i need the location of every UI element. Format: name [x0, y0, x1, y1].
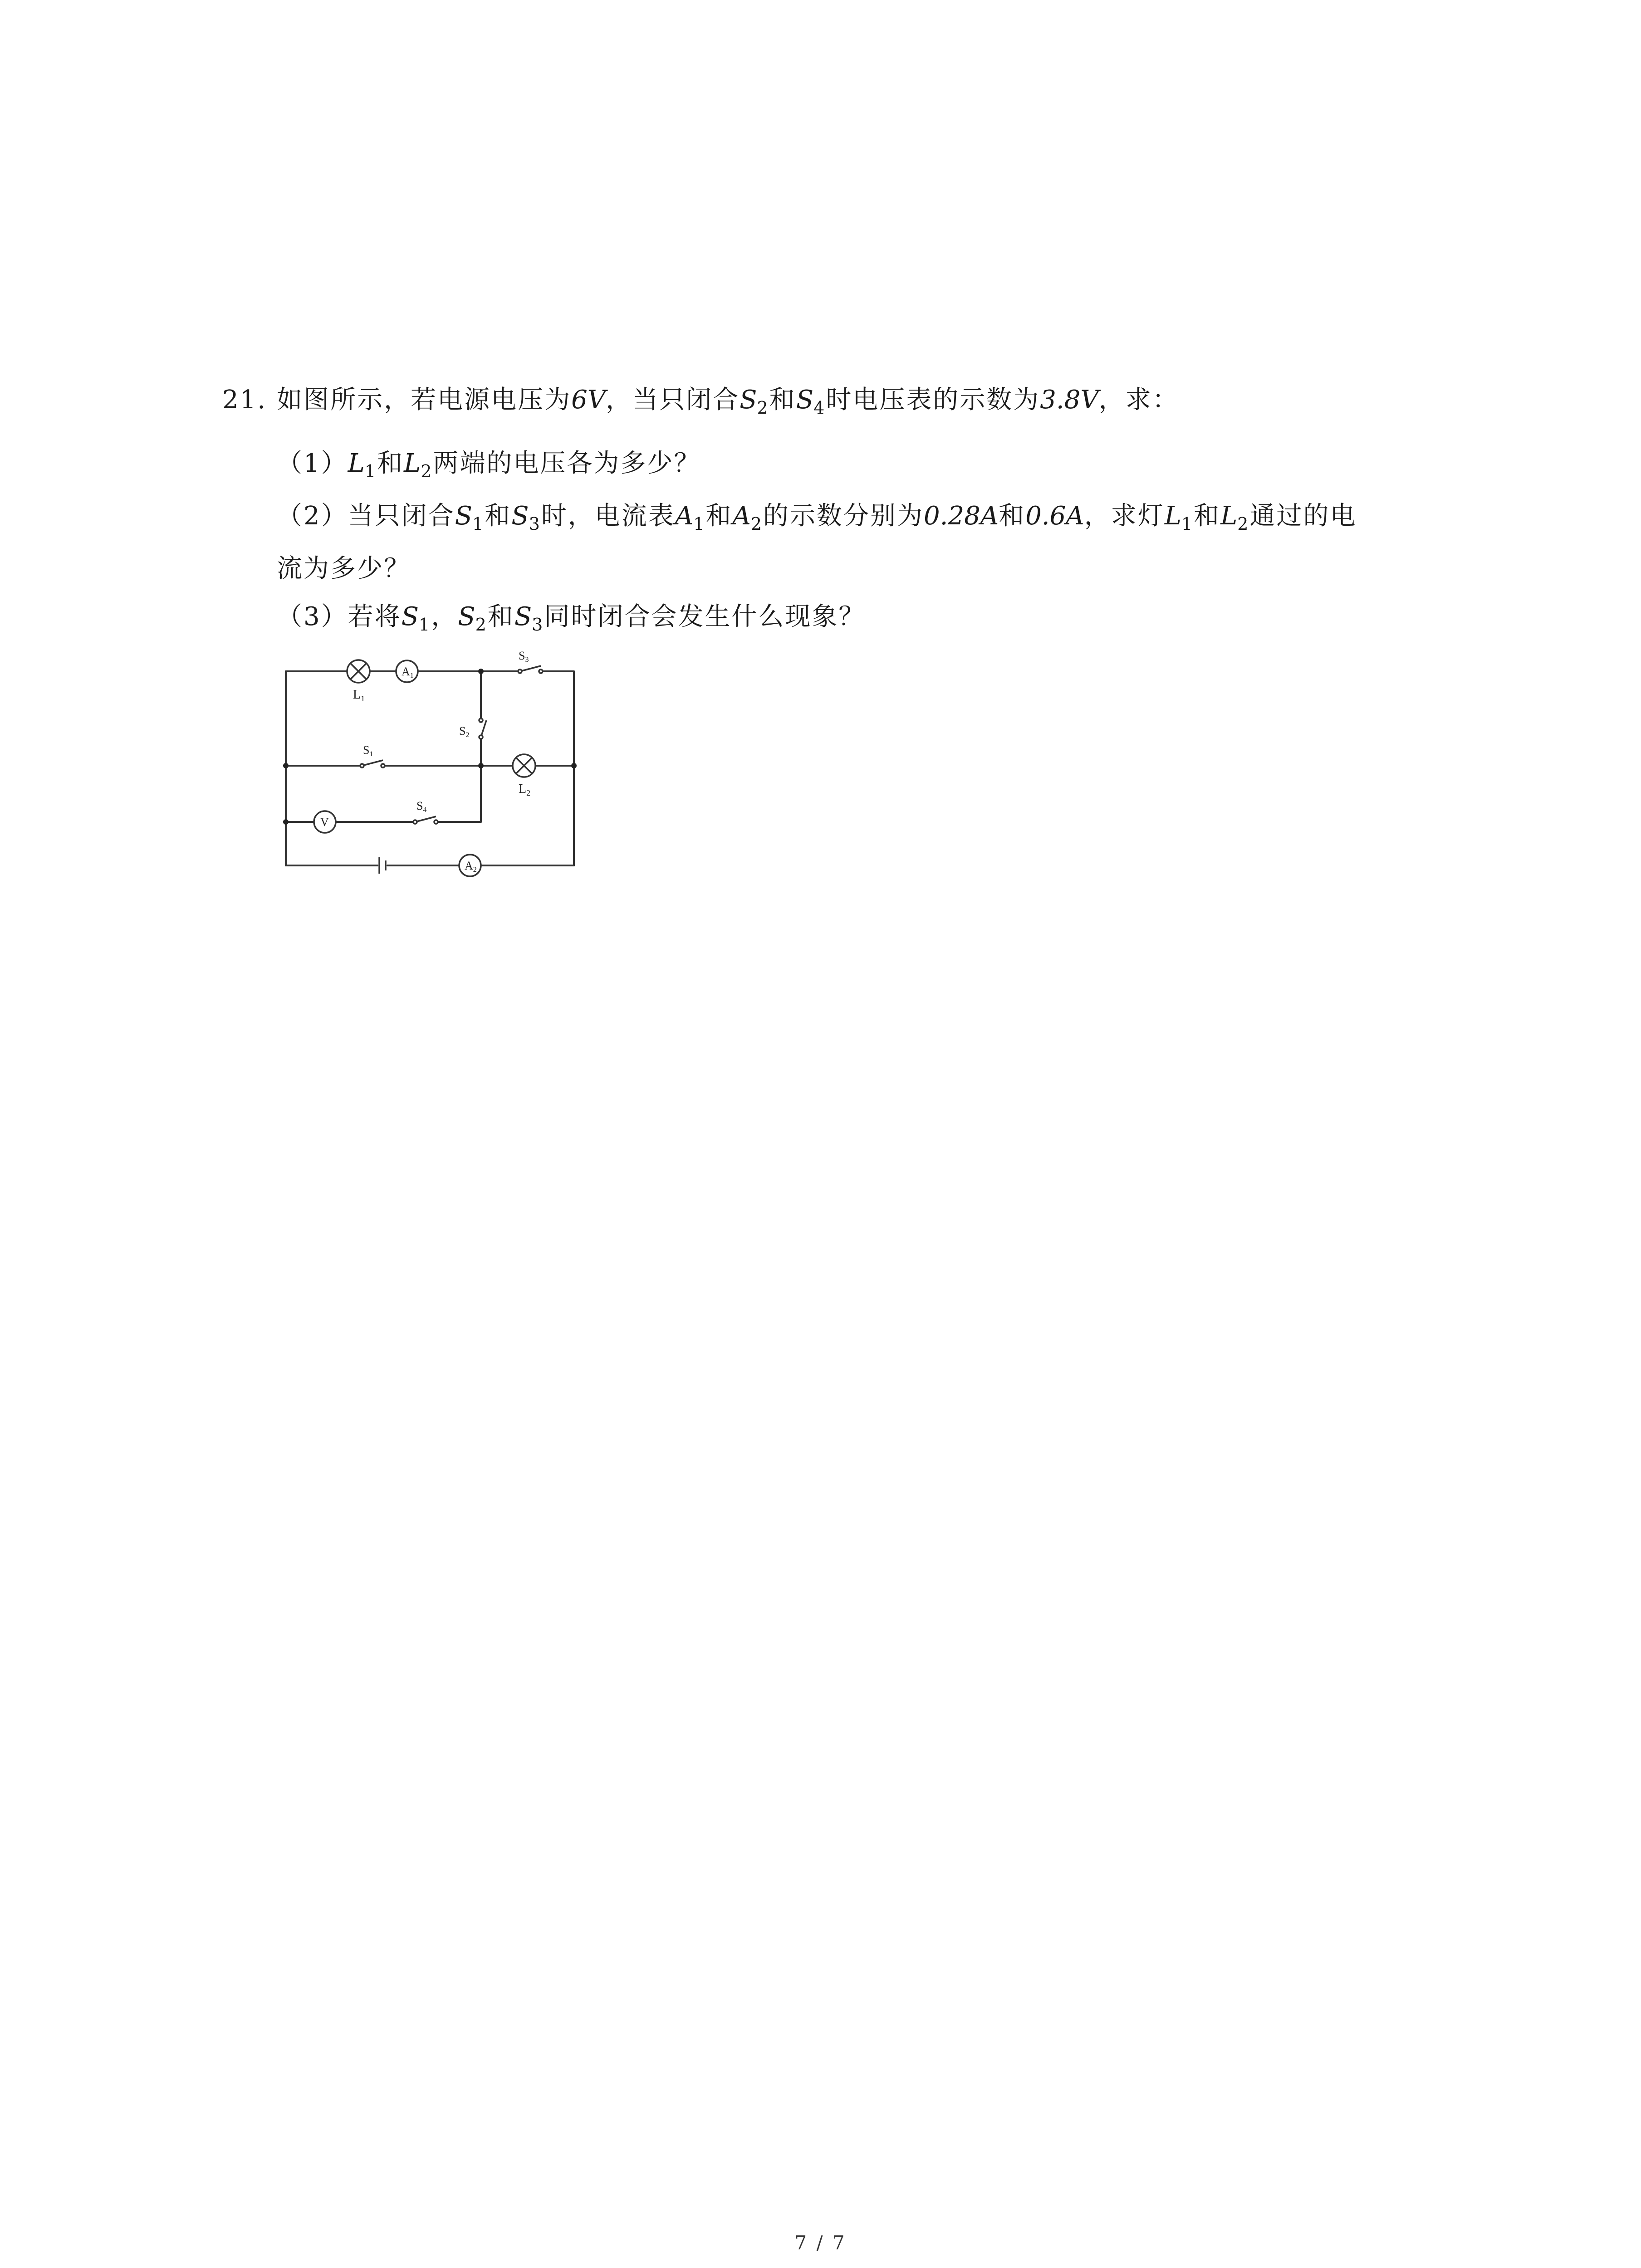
switch-s3-label: S3: [519, 649, 529, 664]
switch-s1: [360, 760, 385, 767]
ammeter-a2-label: A2: [465, 859, 477, 874]
ammeter-a1-label: A1: [402, 665, 414, 679]
battery-icon: [379, 857, 386, 874]
lamp-l2-icon: [513, 754, 535, 777]
question-number: 21.: [222, 385, 267, 415]
question-stem: 21. 如图所示，若电源电压为6V，当只闭合$S_2$和$S_4$时电压表的示数为3.8V，求：: [222, 385, 1179, 418]
lamp-l2-label: $L_2$: [519, 782, 531, 797]
voltmeter-label: V: [320, 816, 329, 829]
sub-question-3: （3）若将$S_1$，$S_2$和$S_3$同时闭合会发生什么现象？: [277, 602, 866, 635]
sub-question-2-continuation: 流为多少？: [277, 554, 411, 583]
sub-question-2: （2）当只闭合$S_1$和$S_3$时，电流表$A_1$和$A_2$的示数分别为0.28A和0.6A，求灯$L_1$和$L_2$通过的电: [277, 501, 1357, 534]
switch-s2: [479, 719, 486, 739]
switch-s4-label: S4: [416, 799, 427, 814]
switch-s2-label: S2: [459, 724, 470, 739]
switch-s3: [518, 666, 543, 673]
junction-dot: [283, 763, 289, 768]
sub-question-1: $(1)L_1$和$L_2$两端的电压各为多少？: [277, 449, 701, 481]
page-indicator: 7 / 7: [794, 2232, 847, 2254]
switch-s4: [413, 816, 438, 824]
junction-dot: [571, 763, 577, 768]
lamp-l1-label: $L_1$: [353, 688, 365, 703]
junction-dot: [478, 669, 484, 674]
lamp-l1-icon: [347, 660, 370, 683]
switch-s1-label: S1: [363, 743, 373, 758]
circuit-diagram: [272, 644, 599, 880]
junction-dot: [283, 819, 289, 825]
junction-dot: [478, 763, 484, 768]
